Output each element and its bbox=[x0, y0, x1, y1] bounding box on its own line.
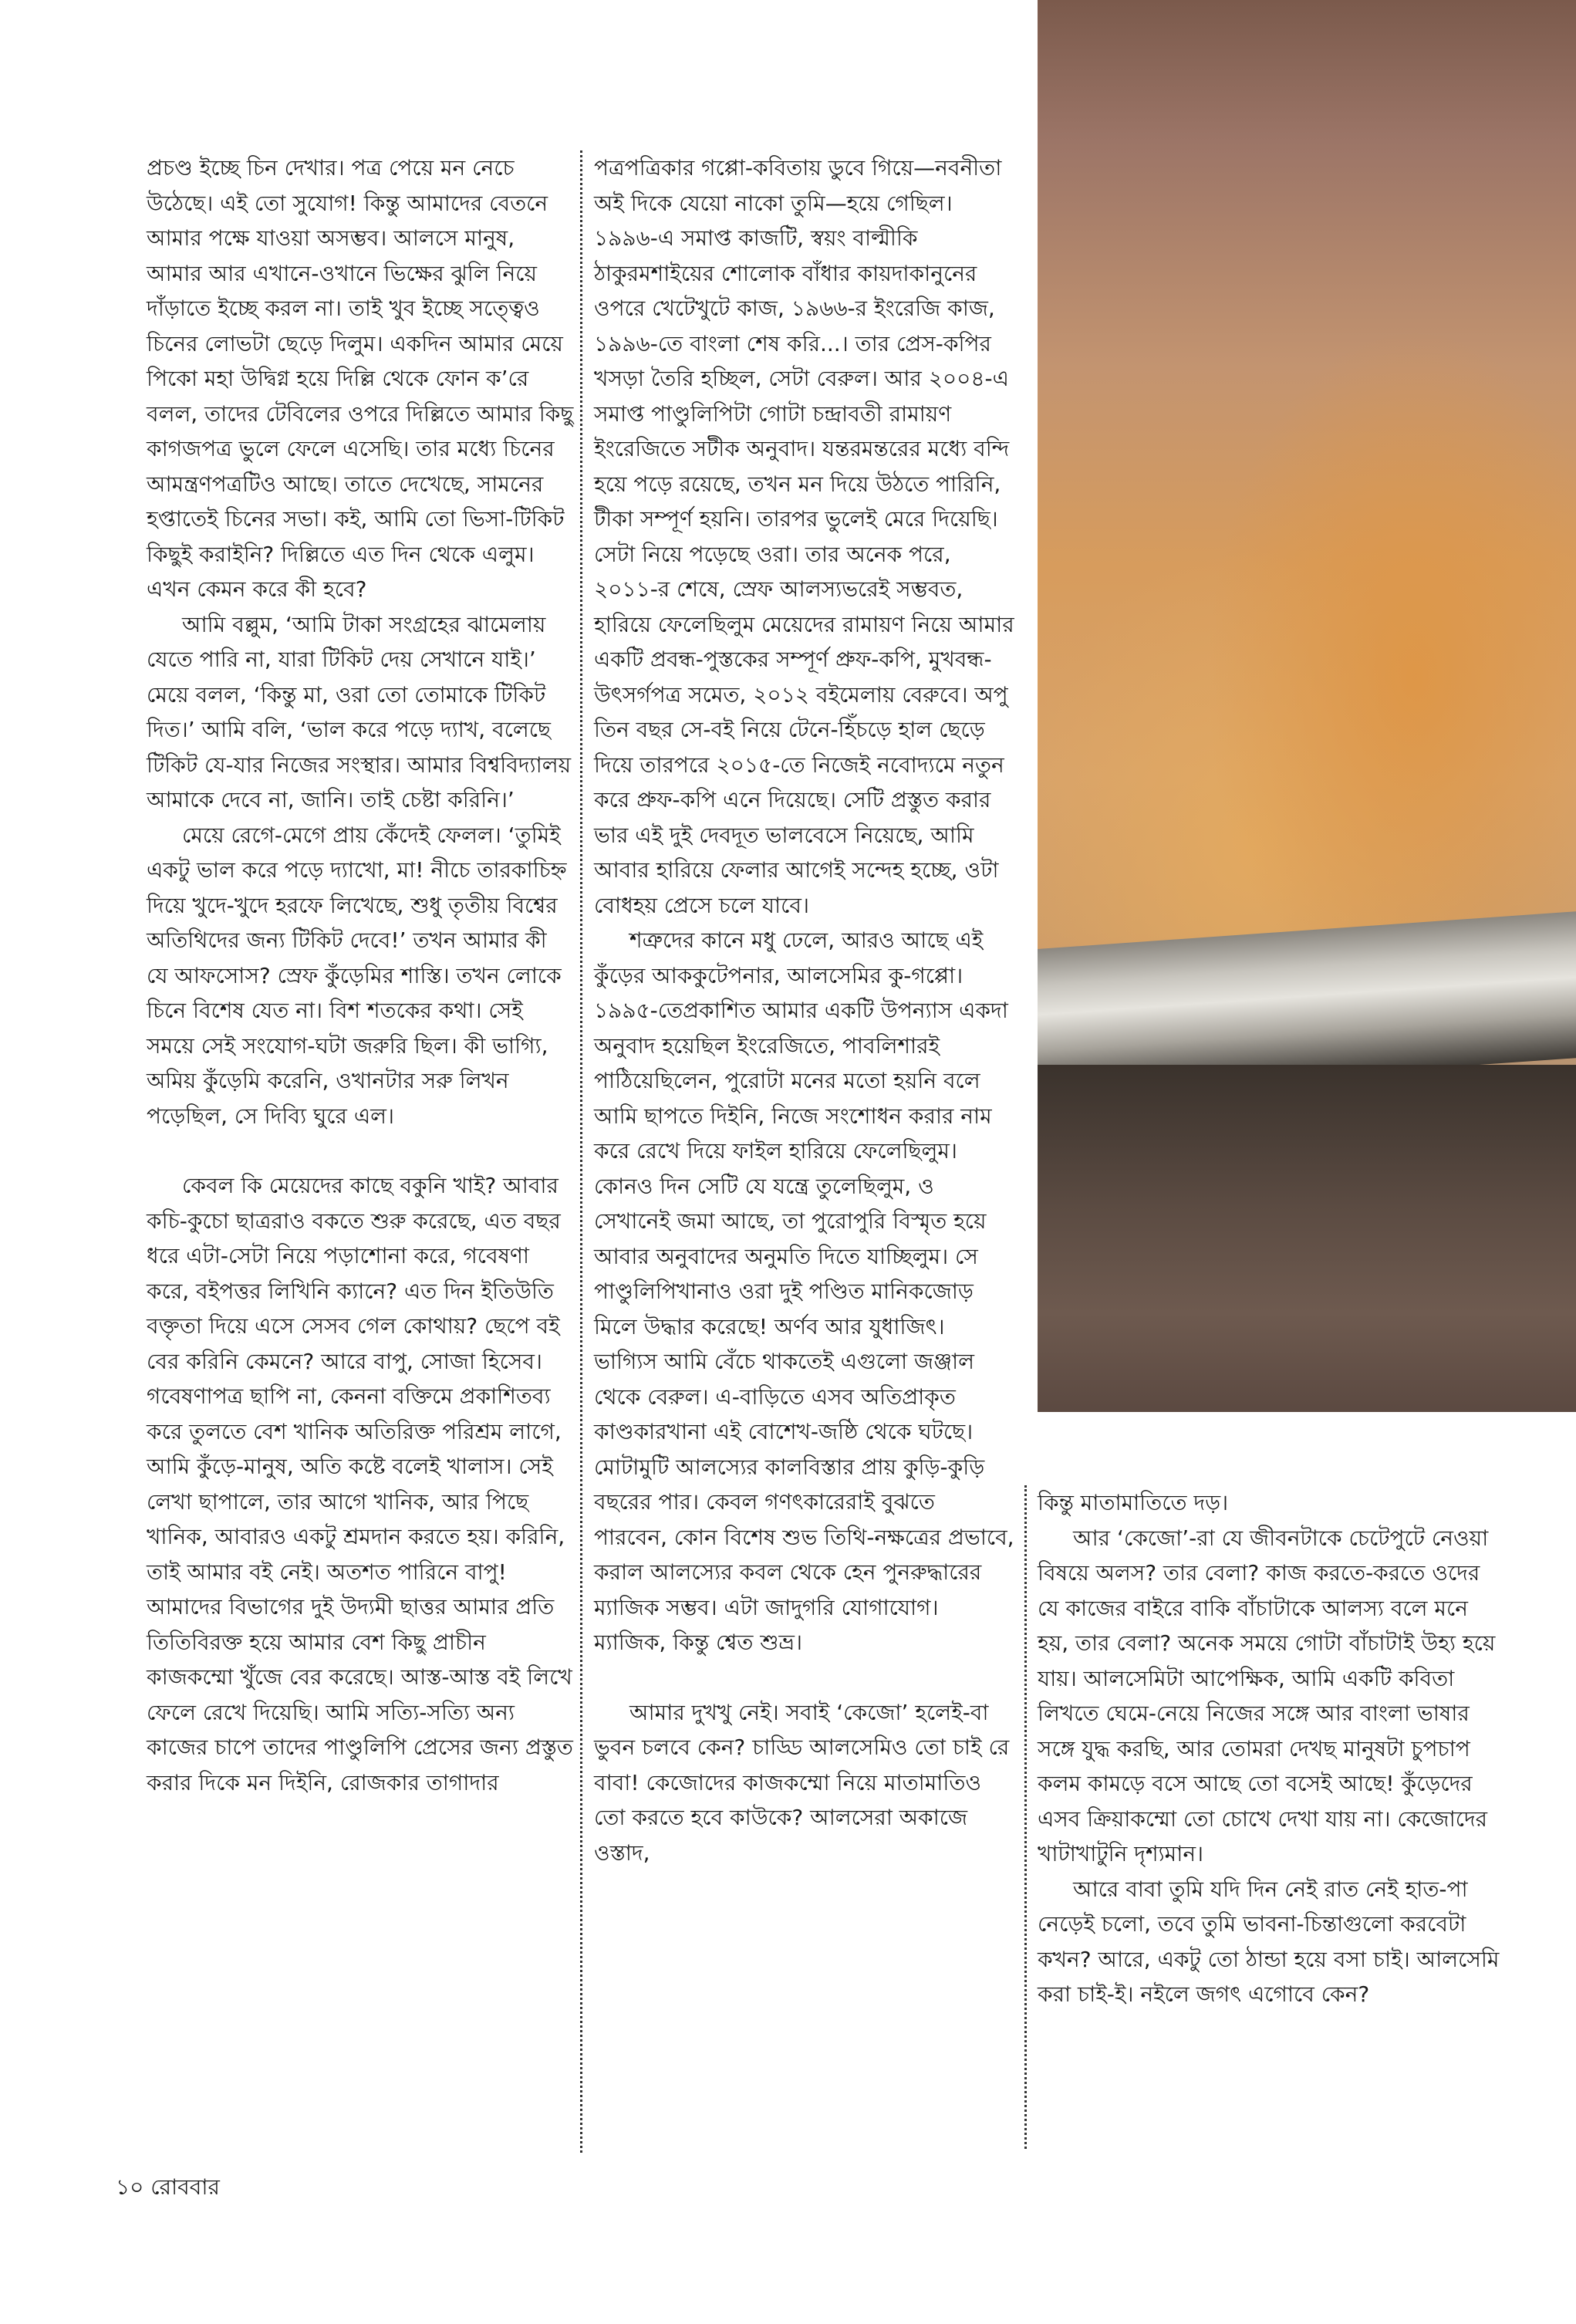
cat-fur-photo bbox=[1038, 0, 1576, 1412]
magazine-name: রোববার bbox=[150, 2174, 220, 2200]
paragraph: কেবল কি মেয়েদের কাছে বকুনি খাই? আবার কচি-কুচো ছাত্ররাও বকতে শুরু করেছে, এত বছর ধরে এটা-সেটা নিয়ে পড়াশোনা করে, গবেষণা করে, বইপত্তর লিখিনি ক্যানে? এত দিন ইতিউতি বক্তৃতা দিয়ে এসে সেসব গেল কোথায়? ছেপে বই বের করিনি কেমনে? আরে বাপু, সোজা হিসেব। গবেষণাপত্র ছাপি না, কেননা বক্তিমে প্রকাশিতব্য করে তুলতে বেশ খানিক অতিরিক্ত পরিশ্রম লাগে, আমি কুঁড়ে-মানুষ, অতি কষ্টে বলেই খালাস। সেই লেখা ছাপালে, তার আগে খানিক, আর পিছে খানিক, আবারও একটু শ্রমদান করতে হয়। করিনি, তাই আমার বই নেই। অতশত পারিনে বাপু! আমাদের বিভাগের দুই উদ্যমী ছাত্তর আমার প্রতি তিতিবিরক্ত হয়ে আমার বেশ কিছু প্রাচীন কাজকম্মো খুঁজে বের করেছে। আস্ত-আস্ত বই লিখে ফেলে রেখে দিয়েছি। আমি সত্যি-সত্যি অন্য কাজের চাপে তাদের পাণ্ডুলিপি প্রেসের জন্য প্রস্তুত করার দিকে মন দিইনি, রোজকার তাগাদার bbox=[147, 1173, 573, 1795]
paragraph: আমার দুখখু নেই। সবাই ‘কেজো’ হলেই-বা ভুবন চলবে কেন? চাড্ডি আলসেমিও তো চাই রে বাবা! কেজোদের কাজকম্মো নিয়ে মাতামাতিও তো করতে হবে কাউকে? আলসেরা অকাজে ওস্তাদ, bbox=[594, 1699, 1010, 1866]
paragraph: প্রচণ্ড ইচ্ছে চিন দেখার। পত্র পেয়ে মন নেচে উঠেছে। এই তো সুযোগ! কিন্তু আমাদের বেতনে আমার পক্ষে যাওয়া অসম্ভব। আলসে মানুষ, আমার আর এখানে-ওখানে ভিক্ষের ঝুলি নিয়ে দাঁড়াতে ইচ্ছে করল না। তাই খুব ইচ্ছে সত্ত্বেও চিনের লোভটা ছেড়ে দিলুম। একদিন আমার মেয়ে পিকো মহা উদ্বিগ্ন হয়ে দিল্লি থেকে ফোন ক’রে বলল, তাদের টেবিলের ওপরে দিল্লিতে আমার কিছু কাগজপত্র ভুলে ফেলে এসেছি। তার মধ্যে চিনের আমন্ত্রণপত্রটিও আছে। তাতে দেখেছে, সামনের হপ্তাতেই চিনের সভা। কই, আমি তো ভিসা-টিকিট কিছুই করাইনি? দিল্লিতে এত দিন থেকে এলুম। এখন কেমন করে কী হবে? bbox=[147, 155, 574, 602]
page-number: ১০ bbox=[116, 2174, 144, 2200]
article-column-3 bbox=[1038, 1485, 1500, 2012]
column-divider bbox=[1024, 1485, 1027, 2149]
paragraph: আর ‘কেজো’-রা যে জীবনটাকে চেটেপুটে নেওয়া বিষয়ে অলস? তার বেলা? কাজ করতে-করতে ওদের যে কাজের বাইরে বাকি বাঁচাটাকে আলস্য বলে মনে হয়, তার বেলা? অনেক সময়ে গোটা বাঁচাটাই উহ্য হয়ে যায়। আলসেমিটা আপেক্ষিক, আমি একটি কবিতা লিখতে ঘেমে-নেয়ে নিজের সঙ্গে আর বাংলা ভাষার সঙ্গে যুদ্ধ করছি, আর তোমরা দেখছ মানুষটা চুপচাপ কলম কামড়ে বসে আছে তো বসেই আছে! কুঁড়েদের এসব ক্রিয়াকম্মো তো চোখে দেখা যায় না। কেজোদের খাটাখাটুনি দৃশ্যমান। bbox=[1038, 1525, 1496, 1866]
paragraph: আমি বল্লুম, ‘আমি টাকা সংগ্রহের ঝামেলায় যেতে পারি না, যারা টিকিট দেয় সেখানে যাই।’ মেয়ে বলল, ‘কিন্তু মা, ওরা তো তোমাকে টিকিট দিত।’ আমি বলি, ‘ভাল করে পড়ে দ্যাখ, বলেছে টিকিট যে-যার নিজের সংস্থার। আমার বিশ্ববিদ্যালয় আমাকে দেবে না, জানি। তাই চেষ্টা করিনি।’ bbox=[147, 611, 572, 812]
article-column-2 bbox=[594, 150, 1014, 1870]
column-divider bbox=[580, 150, 582, 2153]
dark-background bbox=[1038, 1065, 1576, 1412]
paragraph: শত্রুদের কানে মধু ঢেলে, আরও আছে এই কুঁড়ের আককুটেপনার, আলসেমির কু-গপ্পো। ১৯৯৫-তেপ্রকাশিত আমার একটি উপন্যাস একদা অনুবাদ হয়েছিল ইংরেজিতে, পাবলিশারই পাঠিয়েছিলেন, পুরোটা মনের মতো হয়নি বলে আমি ছাপতে দিইনি, নিজে সংশোধন করার নাম করে রেখে দিয়ে ফাইল হারিয়ে ফেলেছিলুম। কোনও দিন সেটি যে যন্ত্রে তুলেছিলুম, ও সেখানেই জমা আছে, তা পুরোপুরি বিস্মৃত হয়ে আবার অনুবাদের অনুমতি দিতে যাচ্ছিলুম। সে পাণ্ডুলিপিখানাও ওরা দুই পণ্ডিত মানিকজোড় মিলে উদ্ধার করেছে! অর্ণব আর যুধাজিৎ। ভাগ্যিস আমি বেঁচে থাকতেই এগুলো জঞ্জাল থেকে বেরুল। এ-বাড়িতে এসব অতিপ্রাকৃত কাণ্ডকারখানা এই বোশেখ-জষ্ঠি থেকে ঘটছে। মোটামুটি আলস্যের কালবিস্তার প্রায় কুড়ি-কুড়ি বছরের পার। কেবল গণৎকারেরাই বুঝতে পারবেন, কোন বিশেষ শুভ তিথি-নক্ষত্রের প্রভাবে, করাল আলস্যের কবল থেকে হেন পুনরুদ্ধারের ম্যাজিক সম্ভব। এটা জাদুগরি যোগাযোগ। ম্যাজিক, কিন্তু শ্বেত শুভ্র। bbox=[594, 927, 1014, 1655]
paragraph: আরে বাবা তুমি যদি দিন নেই রাত নেই হাত-পা নেড়েই চলো, তবে তুমি ভাবনা-চিন্তাগুলো করবেটা কখন? আরে, একটু তো ঠান্ডা হয়ে বসা চাই। আলসেমি করা চাই-ই। নইলে জগৎ এগোবে কেন? bbox=[1038, 1876, 1500, 2007]
article-column-1 bbox=[147, 150, 575, 1800]
paragraph: কিন্তু মাতামাতিতে দড়। bbox=[1038, 1490, 1229, 1515]
page-footer bbox=[116, 2172, 220, 2203]
paragraph: পত্রপত্রিকার গপ্পো-কবিতায় ডুবে গিয়ে—নবনীতা অই দিকে যেয়ো নাকো তুমি—হয়ে গেছিল। ১৯৯৬-এ সমাপ্ত কাজটি, স্বয়ং বাল্মীকি ঠাকুরমশাইয়ের শোলোক বাঁধার কায়দাকানুনের ওপরে খেটেখুটে কাজ, ১৯৬৬-র ইংরেজি কাজ, ১৯৯৬-তে বাংলা শেষ করি...। তার প্রেস-কপির খসড়া তৈরি হচ্ছিল, সেটা বেরুল। আর ২০০৪-এ সমাপ্ত পাণ্ডুলিপিটা গোটা চন্দ্রাবতী রামায়ণ ইংরেজিতে সটীক অনুবাদ। যন্তরমন্তরের মধ্যে বন্দি হয়ে পড়ে রয়েছে, তখন মন দিয়ে উঠতে পারিনি, টীকা সম্পূর্ণ হয়নি। তারপর ভুলেই মেরে দিয়েছি। সেটা নিয়ে পড়েছে ওরা। তার অনেক পরে, ২০১১-র শেষে, স্রেফ আলস্যভরেই সম্ভবত, হারিয়ে ফেলেছিলুম মেয়েদের রামায়ণ নিয়ে আমার একটি প্রবন্ধ-পুস্তকের সম্পূর্ণ প্রুফ-কপি, মুখবন্ধ-উৎসর্গপত্র সমেত, ২০১২ বইমেলায় বেরুবে। অপু তিন বছর সে-বই নিয়ে টেনে-হিঁচড়ে হাল ছেড়ে দিয়ে তারপরে ২০১৫-তে নিজেই নবোদ্যমে নতুন করে প্রুফ-কপি এনে দিয়েছে। সেটি প্রস্তুত করার ভার এই দুই দেবদূত ভালবেসে নিয়েছে, আমি আবার হারিয়ে ফেলার আগেই সন্দেহ হচ্ছে, ওটা বোধহয় প্রেসে চলে যাবে। bbox=[594, 155, 1014, 918]
paragraph: মেয়ে রেগে-মেগে প্রায় কেঁদেই ফেলল। ‘তুমিই একটু ভাল করে পড়ে দ্যাখো, মা! নীচে তারকাচিহ্ন দিয়ে খুদে-খুদে হরফে লিখেছে, শুধু তৃতীয় বিশ্বের অতিথিদের জন্য টিকিট দেবে!’ তখন আমার কী যে আফসোস? স্রেফ কুঁড়েমির শাস্তি। তখন লোকে চিনে বিশেষ যেত না। বিশ শতকের কথা। সেই সময়ে সেই সংযোগ-ঘটা জরুরি ছিল। কী ভাগ্যি, অমিয় কুঁড়েমি করেনি, ওখানটার সরু লিখন পড়েছিল, সে দিব্যি ঘুরে এল। bbox=[147, 822, 567, 1129]
